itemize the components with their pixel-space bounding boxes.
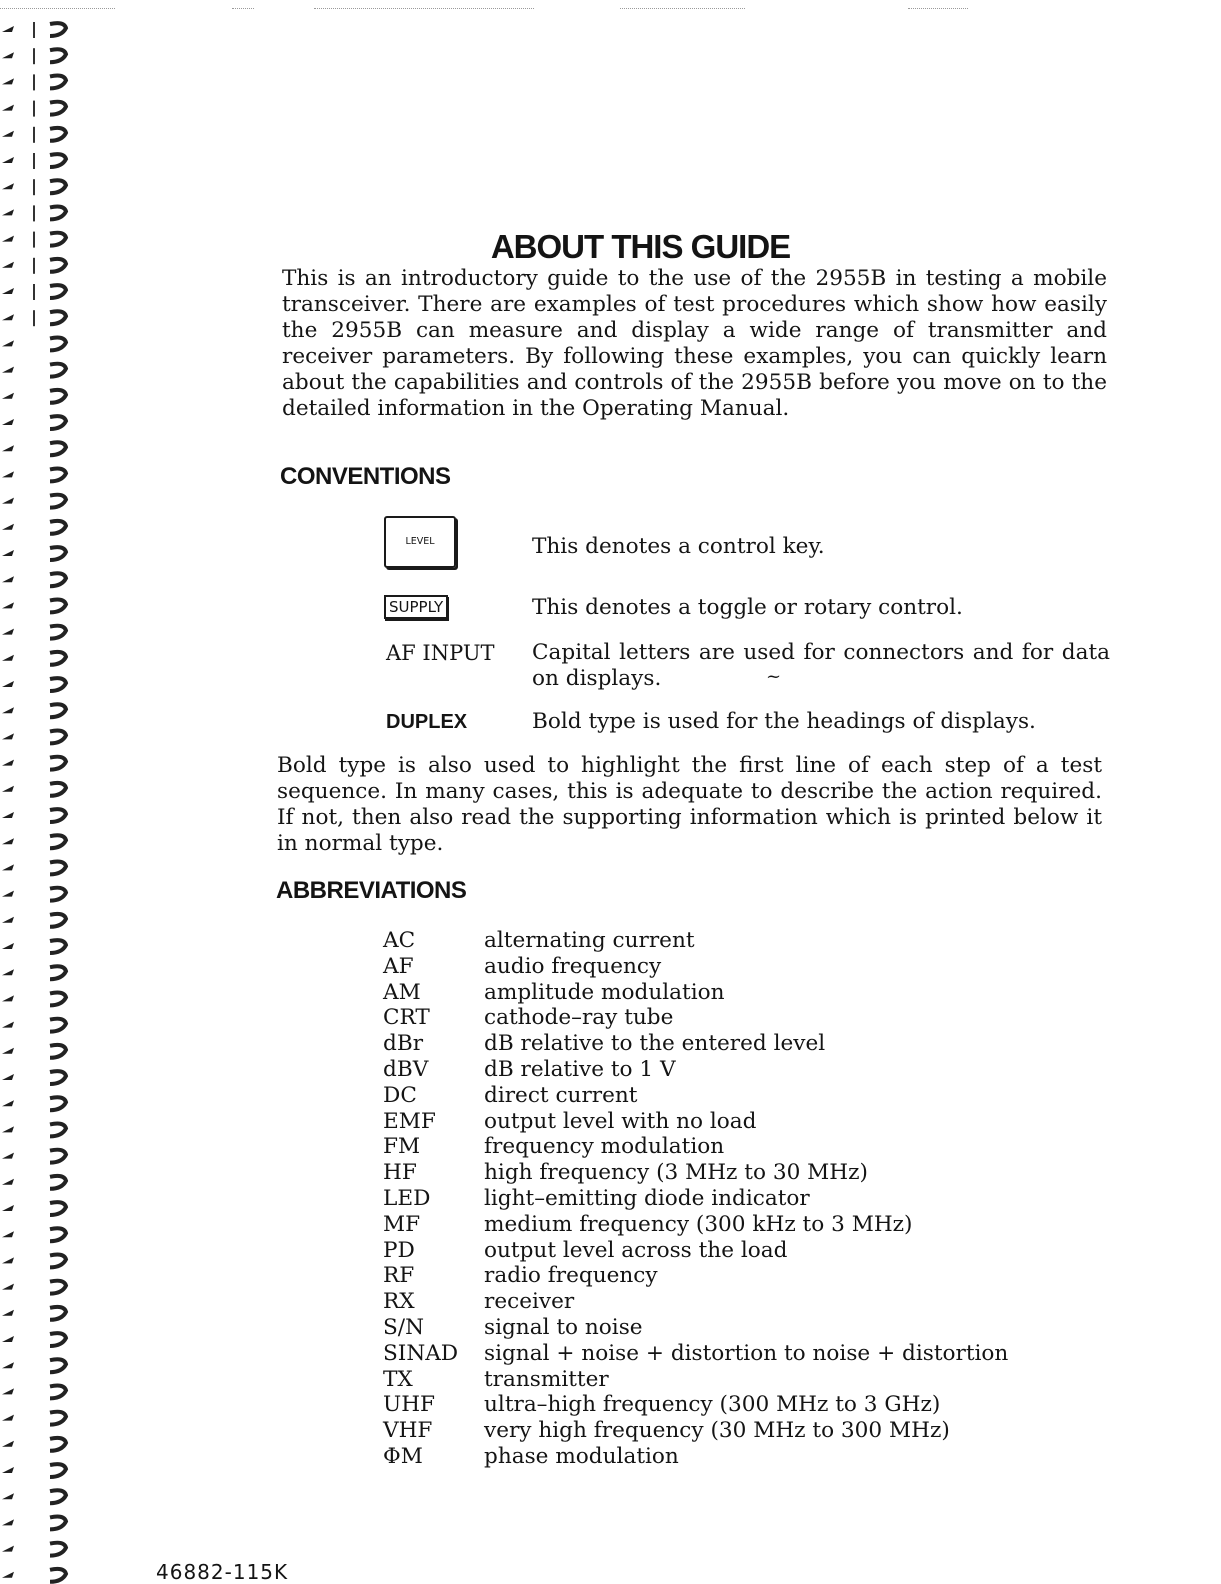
binding-coil xyxy=(50,888,66,901)
binding-hole xyxy=(2,1336,14,1342)
binding-hole xyxy=(2,445,14,451)
binding-coil xyxy=(50,1150,66,1163)
binding-coil xyxy=(50,1333,66,1346)
binding-hole xyxy=(2,602,14,608)
abbreviation-code: AM xyxy=(383,979,421,1005)
abbreviation-row xyxy=(383,1289,1003,1315)
binding-coil xyxy=(50,207,66,220)
abbreviation-meaning: very high frequency (30 MHz to 300 MHz) xyxy=(484,1418,950,1444)
abbreviation-meaning: cathode–ray tube xyxy=(484,1005,674,1031)
binding-coil xyxy=(50,600,66,613)
abbreviation-code: RX xyxy=(383,1289,415,1315)
binding-coil xyxy=(50,442,66,455)
binding-hole xyxy=(2,288,14,294)
binding-hole xyxy=(2,995,14,1001)
binding-coil xyxy=(50,338,66,351)
binding-hole xyxy=(2,1179,14,1185)
binding-coil xyxy=(50,731,66,744)
abbreviation-code: UHF xyxy=(383,1392,436,1418)
binding-coil xyxy=(50,1281,66,1294)
abbreviation-meaning: signal to noise xyxy=(484,1314,643,1340)
binding-wire xyxy=(33,310,35,326)
binding-wire xyxy=(33,127,35,143)
abbreviation-code: VHF xyxy=(383,1418,433,1444)
binding-hole xyxy=(2,969,14,975)
scan-artifact xyxy=(232,8,254,10)
convention-display-heading xyxy=(384,709,1114,735)
abbreviation-row xyxy=(383,1186,1003,1212)
convention-connector xyxy=(384,640,1114,692)
binding-hole xyxy=(2,52,14,58)
abbreviation-row xyxy=(383,1031,1003,1057)
binding-hole xyxy=(2,367,14,373)
abbreviation-code: S/N xyxy=(383,1314,424,1340)
binding-wire xyxy=(33,74,35,90)
binding-hole xyxy=(2,157,14,163)
binding-hole xyxy=(2,1493,14,1499)
abbreviation-code: PD xyxy=(383,1237,415,1263)
binding-hole xyxy=(2,105,14,111)
binding-coil xyxy=(50,495,66,508)
abbreviation-meaning: direct current xyxy=(484,1082,638,1108)
binding-hole xyxy=(2,760,14,766)
binding-coil xyxy=(50,311,66,324)
binding-hole xyxy=(2,1546,14,1552)
binding-coil xyxy=(50,835,66,848)
abbreviation-code: LED xyxy=(383,1185,431,1211)
abbreviation-meaning: output level across the load xyxy=(484,1237,788,1263)
binding-hole xyxy=(2,1284,14,1290)
binding-coil xyxy=(50,757,66,770)
binding-hole xyxy=(2,1441,14,1447)
abbreviation-meaning: audio frequency xyxy=(484,953,662,979)
binding-wire xyxy=(33,179,35,195)
binding-hole xyxy=(2,1100,14,1106)
binding-hole xyxy=(2,1022,14,1028)
bold-type-note: Bold type is also used to highlight the first line of each step of a test sequence. In many cases, this is adequate to describe the action required. If not, then also read the supporting information which is printed below it in normal type. xyxy=(277,753,1102,856)
abbreviation-meaning: amplitude modulation xyxy=(484,979,725,1005)
binding-hole xyxy=(2,209,14,215)
binding-coil xyxy=(50,626,66,639)
abbreviation-row xyxy=(383,954,1003,980)
binding-coil xyxy=(50,1359,66,1372)
binding-hole xyxy=(2,471,14,477)
binding-hole xyxy=(2,1048,14,1054)
convention-control-key xyxy=(384,516,1114,572)
abbreviation-row xyxy=(383,928,1003,954)
page-title: ABOUT THIS GUIDE xyxy=(490,228,791,266)
binding-wire xyxy=(33,205,35,221)
binding-coil xyxy=(50,128,66,141)
connector-description: Capital letters are used for connectors and for data on displays. xyxy=(532,640,1110,691)
binding-hole xyxy=(2,943,14,949)
display-heading-label: DUPLEX xyxy=(386,711,468,733)
binding-hole xyxy=(2,1467,14,1473)
binding-coil xyxy=(50,416,66,429)
binding-hole xyxy=(2,917,14,923)
binding-hole xyxy=(2,1126,14,1132)
binding-coil xyxy=(50,1228,66,1241)
abbreviation-row xyxy=(383,1238,1003,1264)
control-key-description: This denotes a control key. xyxy=(532,534,825,559)
binding-coil xyxy=(50,364,66,377)
binding-coil xyxy=(50,49,66,62)
abbreviation-row xyxy=(383,1212,1003,1238)
document-code: 46882-115K xyxy=(156,1560,289,1584)
abbreviation-row xyxy=(383,1109,1003,1135)
abbreviation-row xyxy=(383,1444,1003,1470)
binding-coil xyxy=(50,652,66,665)
convention-toggle xyxy=(384,595,1114,621)
binding-coil xyxy=(50,23,66,36)
abbreviation-row xyxy=(383,1315,1003,1341)
abbreviation-row xyxy=(383,1160,1003,1186)
binding-hole xyxy=(2,498,14,504)
binding-wire xyxy=(33,284,35,300)
abbreviation-meaning: dB relative to the entered level xyxy=(484,1031,826,1057)
abbreviation-meaning: radio frequency xyxy=(484,1263,658,1289)
binding-coil xyxy=(50,154,66,167)
binding-coil xyxy=(50,180,66,193)
abbreviation-meaning: light–emitting diode indicator xyxy=(484,1185,810,1211)
binding-wire xyxy=(33,153,35,169)
binding-coil xyxy=(50,678,66,691)
abbreviation-row xyxy=(383,1367,1003,1393)
binding-coil xyxy=(50,862,66,875)
binding-coil xyxy=(50,1176,66,1189)
abbreviation-row xyxy=(383,1083,1003,1109)
abbreviation-meaning: output level with no load xyxy=(484,1108,757,1134)
binding-hole xyxy=(2,864,14,870)
abbreviation-row xyxy=(383,1263,1003,1289)
abbreviation-meaning: frequency modulation xyxy=(484,1134,725,1160)
abbreviation-meaning: signal + noise + distortion to noise + distortion xyxy=(484,1340,1009,1366)
binding-hole xyxy=(2,1205,14,1211)
binding-coil xyxy=(50,1517,66,1530)
binding-hole xyxy=(2,891,14,897)
binding-coil xyxy=(50,1386,66,1399)
abbreviation-code: dBV xyxy=(383,1056,429,1082)
binding-coil xyxy=(50,914,66,927)
binding-coil xyxy=(50,521,66,534)
abbreviation-meaning: high frequency (3 MHz to 30 MHz) xyxy=(484,1160,868,1186)
abbreviation-code: ΦM xyxy=(383,1443,423,1469)
control-key-label: LEVEL xyxy=(405,536,435,547)
binding-hole xyxy=(2,1415,14,1421)
binding-hole xyxy=(2,812,14,818)
binding-coil xyxy=(50,573,66,586)
conventions-heading: CONVENTIONS xyxy=(280,463,451,490)
binding-wire xyxy=(33,22,35,38)
binding-hole xyxy=(2,340,14,346)
binding-hole xyxy=(2,183,14,189)
intro-paragraph: This is an introductory guide to the use of the 2955B in testing a mobile transceiver. There are examples of test procedures which show how easily the 2955B can measure and display a wide range of transmitter and receiver parameters. By following these examples, you can quickly learn about the capabilities and controls of the 2955B before you move on to the detailed information in the Operating Manual. xyxy=(282,266,1107,421)
binding-coil xyxy=(50,1202,66,1215)
abbreviation-code: TX xyxy=(383,1366,413,1392)
binding-coil xyxy=(50,809,66,822)
control-key-icon xyxy=(384,516,456,568)
binding-hole xyxy=(2,655,14,661)
abbreviations-heading: ABBREVIATIONS xyxy=(276,877,467,904)
binding-hole xyxy=(2,838,14,844)
binding-hole xyxy=(2,707,14,713)
binding-coil xyxy=(50,1307,66,1320)
binding-hole xyxy=(2,1388,14,1394)
abbreviation-meaning: transmitter xyxy=(484,1366,609,1392)
binding-hole xyxy=(2,1519,14,1525)
abbreviation-code: SINAD xyxy=(383,1340,459,1366)
scan-artifact xyxy=(620,8,745,10)
abbreviation-row xyxy=(383,1340,1009,1367)
binding-hole xyxy=(2,314,14,320)
binding-coil xyxy=(50,783,66,796)
abbreviation-code: CRT xyxy=(383,1005,430,1031)
binding-coil xyxy=(50,1412,66,1425)
binding-wire xyxy=(33,48,35,64)
abbreviation-row xyxy=(383,1057,1003,1083)
scan-artifact: ~ xyxy=(766,666,782,687)
binding-hole xyxy=(2,393,14,399)
binding-coil xyxy=(50,940,66,953)
binding-hole xyxy=(2,629,14,635)
abbreviation-meaning: receiver xyxy=(484,1289,575,1315)
abbreviation-code: dBr xyxy=(383,1031,424,1057)
scan-artifact xyxy=(314,8,534,10)
binding-coil xyxy=(50,547,66,560)
binding-coil xyxy=(50,1569,66,1582)
binding-hole xyxy=(2,1362,14,1368)
abbreviation-code: DC xyxy=(383,1082,417,1108)
abbreviation-row xyxy=(383,1005,1003,1031)
abbreviation-row xyxy=(383,1418,1003,1444)
abbreviation-code: HF xyxy=(383,1160,417,1186)
toggle-control-description: This denotes a toggle or rotary control. xyxy=(532,595,963,620)
binding-coil xyxy=(50,1045,66,1058)
binding-coil xyxy=(50,1071,66,1084)
abbreviations-list xyxy=(383,928,1009,1470)
binding-hole xyxy=(2,786,14,792)
display-heading-description: Bold type is used for the headings of displays. xyxy=(532,709,1036,734)
connector-label: AF INPUT xyxy=(386,641,495,665)
binding-coil xyxy=(50,76,66,89)
binding-hole xyxy=(2,550,14,556)
binding-coil xyxy=(50,1543,66,1556)
abbreviation-code: AF xyxy=(383,953,414,979)
abbreviation-code: FM xyxy=(383,1134,421,1160)
scan-artifact xyxy=(908,8,968,10)
binding-coil xyxy=(50,1464,66,1477)
binding-coil xyxy=(50,1438,66,1451)
binding-hole xyxy=(2,1310,14,1316)
binding-coil xyxy=(50,102,66,115)
abbreviation-code: EMF xyxy=(383,1108,436,1134)
abbreviation-meaning: phase modulation xyxy=(484,1443,679,1469)
binding-hole xyxy=(2,1572,14,1578)
binding-coil xyxy=(50,469,66,482)
binding-hole xyxy=(2,131,14,137)
binding-hole xyxy=(2,1074,14,1080)
abbreviation-code: RF xyxy=(383,1263,415,1289)
binding-coil xyxy=(50,1255,66,1268)
binding-coil xyxy=(50,1490,66,1503)
abbreviation-meaning: alternating current xyxy=(484,928,695,953)
abbreviation-code: MF xyxy=(383,1211,421,1237)
binding-hole xyxy=(2,681,14,687)
abbreviation-row xyxy=(383,1392,1003,1418)
binding-hole xyxy=(2,419,14,425)
binding-coil xyxy=(50,1124,66,1137)
abbreviation-row xyxy=(383,1134,1003,1160)
abbreviation-meaning: dB relative to 1 V xyxy=(484,1056,676,1082)
abbreviation-row xyxy=(383,980,1003,1006)
binding-coil xyxy=(50,1097,66,1110)
binding-coil xyxy=(50,966,66,979)
binding-hole xyxy=(2,26,14,32)
binding-coil xyxy=(50,285,66,298)
binding-hole xyxy=(2,1257,14,1263)
binding-hole xyxy=(2,733,14,739)
binding-coil xyxy=(50,704,66,717)
binding-hole xyxy=(2,1231,14,1237)
abbreviation-meaning: ultra–high frequency (300 MHz to 3 GHz) xyxy=(484,1392,941,1418)
binding-coil xyxy=(50,993,66,1006)
binding-hole xyxy=(2,576,14,582)
binding-hole xyxy=(2,524,14,530)
abbreviation-meaning: medium frequency (300 kHz to 3 MHz) xyxy=(484,1211,913,1237)
binding-coil xyxy=(50,390,66,403)
binding-hole xyxy=(2,78,14,84)
binding-hole xyxy=(2,1153,14,1159)
binding-wire xyxy=(33,101,35,117)
binding-coil xyxy=(50,1019,66,1032)
toggle-control-label: SUPPLY xyxy=(384,595,448,619)
abbreviation-code: AC xyxy=(383,928,416,953)
